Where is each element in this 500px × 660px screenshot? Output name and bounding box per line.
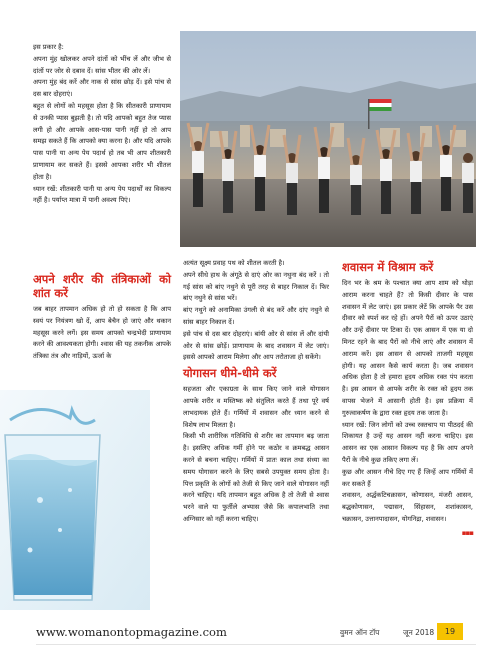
footer-divider: [36, 644, 476, 645]
paragraph: जब बाहर तापमान अधिक हो तो हो सकता है कि आप स्वयं पर नियंत्रण खो दें, आप बेचैन हो जाएं और थकान महसूस करने लगें। इस समय आपको चन्द्रभेदी प्राणायाम करने की आवश्यकता होगी। श्वास की यह तकनीक आपके तंत्रिका तंत्र और नाड़ियों, ऊर्जा के: [33, 305, 171, 361]
paragraph: अपना मुंह खोलकर अपने दांतों को भींच लें और जीभ से दांतों पर जोर से दबाव दें। सांस भीतर की ओर लें।: [33, 54, 171, 75]
section-heading-nerves: अपने शरीर की तंत्रिकाओं को शांत करें: [33, 272, 171, 300]
right-column: [342, 258, 473, 540]
left-column-top: [33, 42, 171, 207]
paragraph: सहजता और एकाग्रता के साथ किए जाने वाले योगासन आपके शरीर व मस्तिष्क को संतुलित करते हैं तथा पूरे वर्ष लाभदायक होते हैं। गर्मियों में शवासन और ध्यान करने से विशेष लाभ मिलता है।: [183, 385, 329, 429]
yoga-group-photo: [180, 31, 476, 247]
paragraph: अपना मुंह बंद करें और नाक से सांस छोड़ दें। इसे पांच से दस बार दोहराएं।: [33, 78, 171, 99]
website-url: www.womanontopmagazine.com: [36, 625, 227, 639]
section-heading-shavasana: शवासन में विश्राम करें: [342, 260, 434, 274]
water-glass-image: [0, 390, 150, 610]
paragraph: अत्यंत सूक्ष्म प्रवाह पथ को शीतल करती है।: [183, 259, 285, 267]
page-footer: [0, 616, 500, 660]
section-heading-yoga: योगासन धीमे-धीमे करें: [183, 366, 277, 381]
left-column-section: [33, 270, 171, 363]
paragraph: दिन भर के श्रम के पश्चात क्या आप शाम को थोड़ा आराम करना चाहते हैं? तो किसी दीवार के पास शवासन में लेट जाएं। इस प्रकार लेटें कि आपके पैर उस दीवार को स्पर्श कर रहे हों। अपने पैरों को ऊपर उठाएं और उन्हें दीवार पर टिका दें। एक आसन में एक या दो मिनट रहने के बाद पैरों को नीचे लाएं और शवासन में आराम करें। इस आसन से आपको ताजगी महसूस होगी। यह आसन कैसे कार्य करता है। जब शवासन अधिक होता है तो हमारा हृदय अधिक रक्त पंप करता है। इस आसन से आपके शरीर के रक्त को हृदय तक वापस भेजने में आसानी होती है। इस प्रक्रिया में गुरुत्वाकर्षण के द्वारा रक्त हृदय तक जाता है।: [342, 279, 473, 417]
paragraph: अपने सीधे हाथ के अंगूठे से दाएं ओर का नथुना बंद करें । तो गई सांस को बांए नथुने से पूरी तरह से बाहर निकाल दें। फिर बांए नथुने से सांस भरें।: [183, 270, 329, 303]
paragraph: ध्यान रखें: जिन लोगों को उच्च रक्तचाप या पीठदर्द की शिकायत है उन्हें यह आसन नहीं करना चाहिए। इस आसन का एक आसान विकल्प यह है कि आप अपने पैरों के नीचे कुछ तकिए लगा लें।: [342, 420, 473, 464]
paragraph: कुछ और आसन नीचे दिए गए हैं जिन्हें आप गर्मियों में कर सकते हैं: [342, 467, 473, 488]
issue-date: जून 2018: [403, 628, 435, 637]
paragraph: किसी भी शारीरिक गतिविधि से शरीर का तापमान बढ़ जाता है। इसलिए अधिक गर्मी होने पर कठोर व क्रमबद्ध आसन करने से बचना चाहिए। गर्मियों में प्रातः काल तथा संध्या का समय योगासन करने के लिए सबसे उपयुक्त समय होता है। पित्त प्रकृति के लोगों को तेजी से किए जाने वाले योगासन नहीं करने चाहिए। यदि तापमान बहुत अधिक है तो तेजी से श्वास भरने वाले या फुर्तीले अभ्यास जैसे कि कपालभाति तथा अग्निसार को नहीं करना चाहिए।: [183, 432, 329, 523]
article-end-mark: ▪▪▪: [461, 528, 473, 537]
paragraph: शवासन, अर्द्धकटिचक्रासन, कोणासन, मंजरी आसन, बद्धकोणासन, पद्मासन, सिंहासन, शशांकासन, चक्रासन, उत्तानपादासन, योगनिद्रा, शवासन।: [342, 491, 473, 523]
magazine-name: वुमन ऑन टॉप: [340, 628, 380, 637]
page-number: 19: [437, 623, 463, 640]
paragraph: ध्यान रखें: शीतकारी पानी या अन्य पेय पदार्थों का विकल्प नहीं है। पर्याप्त मात्रा में पानी अवश्य पिएं।: [33, 184, 171, 205]
middle-column: [183, 258, 329, 526]
paragraph: इस प्रकार है:: [33, 43, 64, 51]
paragraph: बहुत से लोगों को महसूस होता है कि सीतकारी प्राणायाम से उनकी प्यास बुझती है। तो यदि आपको बहुत तेज प्यास लगी हो और आपके आस-पास पानी नहीं हो तो आप समझ सकते हैं कि आपको क्या करना है। और यदि आपके पास पानी या अन्य पेय पदार्थ हो तब भी आप शीतकारी प्राणायाम कर सकते हैं। इससे आपका शरीर भी शीतल होता है।: [33, 101, 171, 181]
paragraph: इसे पांच से दस बार दोहराएं। बांयी ओर से सांस लें और दांयी ओर से सांस छोड़ें। प्राणायाम के बाद शवासन में लेट जाएं। इससे आपको आराम मिलेगा और आप तरोताजा हो सकेंगे।: [183, 329, 329, 362]
paragraph: बांए नथुने को अनामिका उंगली से बंद करें और दांए नथुने से सांस बाहर निकाल दें।: [183, 306, 329, 326]
